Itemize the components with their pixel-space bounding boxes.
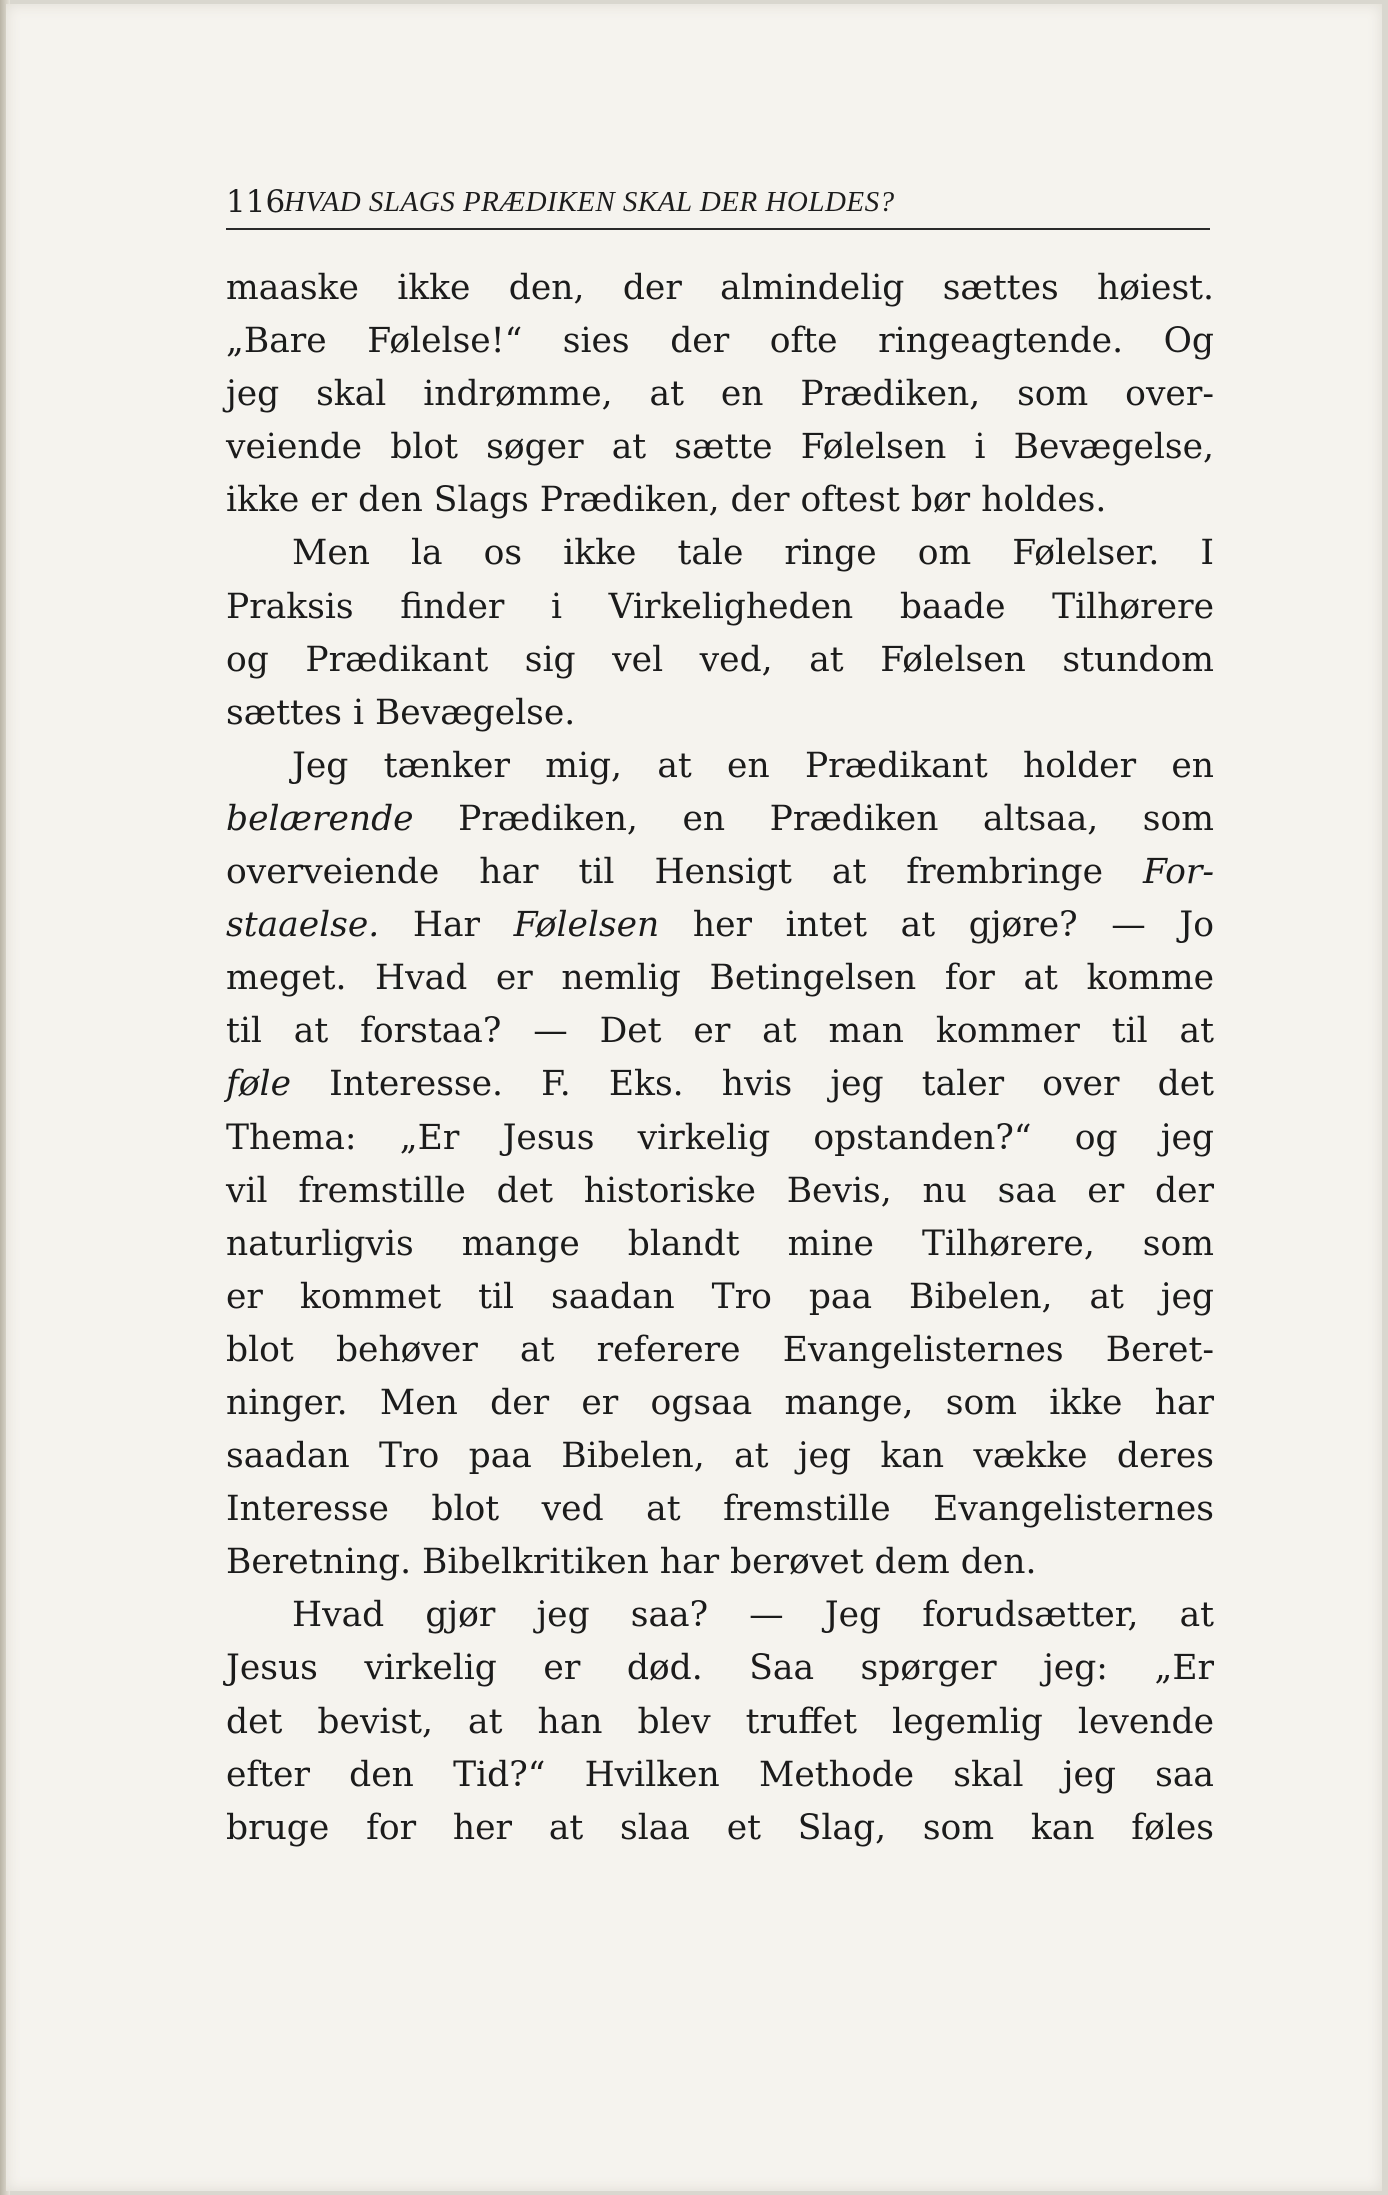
text-line: Beretning. Bibelkritiken har berøvet dem den. (226, 1542, 1037, 1583)
body-text (226, 262, 1214, 1855)
text-line: Jeg tænker mig, at en Prædikant holder en (292, 745, 1214, 786)
text-segment: overveiende har til Hensigt at frembringe (226, 852, 1144, 893)
text-line: Thema: „Er Jesus virkelig opstanden?“ og jeg (226, 1117, 1214, 1158)
italic-word: For- (1143, 852, 1214, 893)
text-line (226, 793, 1214, 846)
text-line: saadan Tro paa Bibelen, at jeg kan vække deres (226, 1436, 1214, 1477)
page-number: 116 (226, 184, 286, 220)
text-line: ikke er den Slags Prædiken, der oftest bør holdes. (226, 480, 1107, 521)
text-line: Men la os ikke tale ringe om Følelser. I (292, 533, 1214, 574)
italic-word: Følelsen (513, 905, 660, 946)
text-line: jeg skal indrømme, at en Prædiken, som over- (226, 374, 1214, 415)
text-line: bruge for her at slaa et Slag, som kan føles (226, 1807, 1214, 1848)
text-line: er kommet til saadan Tro paa Bibelen, at jeg (226, 1276, 1214, 1317)
italic-word: føle (226, 1064, 291, 1105)
text-line: meget. Hvad er nemlig Betingelsen for at komme (226, 958, 1214, 999)
text-line (226, 1058, 1214, 1111)
text-line: ninger. Men der er ogsaa mange, som ikke har (226, 1382, 1214, 1423)
text-line: veiende blot søger at sætte Følelsen i Bevægelse, (226, 427, 1214, 468)
text-segment: her intet at gjøre? — Jo (659, 905, 1214, 946)
text-line (226, 846, 1214, 899)
running-title: HVAD SLAGS PRÆDIKEN SKAL DER HOLDES? (284, 186, 895, 218)
text-line: Hvad gjør jeg saa? — Jeg forudsætter, at (292, 1595, 1214, 1636)
text-line (226, 899, 1214, 952)
italic-word: belærende (226, 798, 414, 839)
text-line: naturligvis mange blandt mine Tilhørere, som (226, 1223, 1214, 1264)
text-line: til at forstaa? — Det er at man kommer til at (226, 1011, 1214, 1052)
italic-word: staaelse. (226, 905, 380, 946)
page-header (226, 178, 1210, 230)
text-line: Jesus virkelig er død. Saa spørger jeg: „Er (226, 1648, 1214, 1689)
text-line: vil fremstille det historiske Bevis, nu saa er der (226, 1170, 1214, 1211)
text-line: sættes i Bevægelse. (226, 692, 576, 733)
text-segment: Har (379, 905, 514, 946)
text-line: „Bare Følelse!“ sies der ofte ringeagtende. Og (226, 321, 1214, 362)
text-line: efter den Tid?“ Hvilken Methode skal jeg saa (226, 1754, 1214, 1795)
text-line: Interesse blot ved at fremstille Evangelisternes (226, 1489, 1214, 1530)
text-segment: Interesse. F. Eks. hvis jeg taler over det (291, 1064, 1214, 1105)
text-line: blot behøver at referere Evangelisternes Beret- (226, 1329, 1214, 1370)
text-line: Praksis finder i Virkeligheden baade Tilhørere (226, 586, 1214, 627)
text-line: det bevist, at han blev truffet legemlig levende (226, 1701, 1214, 1742)
text-line: maaske ikke den, der almindelig sættes høiest. (226, 268, 1214, 308)
text-segment: Prædiken, en Prædiken altsaa, som (413, 798, 1214, 839)
text-line: og Prædikant sig vel ved, at Følelsen stundom (226, 639, 1214, 680)
